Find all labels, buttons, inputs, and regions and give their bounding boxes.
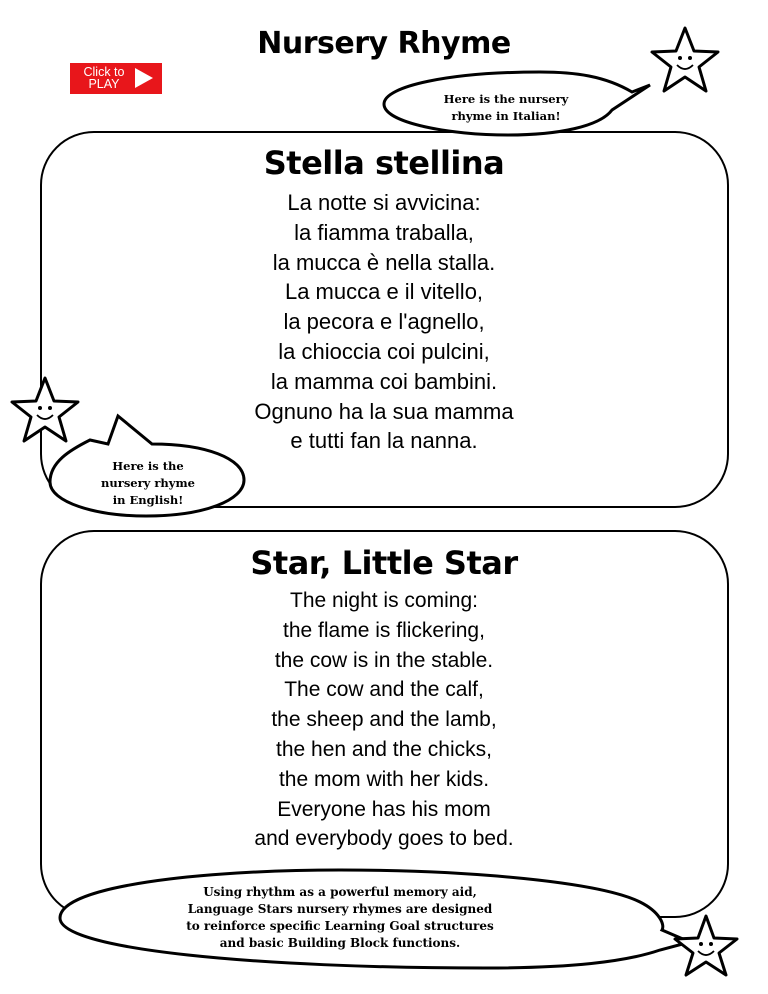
italian-note: Here is the nursery rhyme in Italian! — [443, 92, 569, 123]
rhyme-line: e tutti fan la nanna. — [290, 428, 478, 454]
english-rhyme-title: Star, Little Star — [250, 544, 518, 582]
play-button-label: Click to PLAY — [83, 65, 125, 91]
rhyme-line: La mucca e il vitello, — [284, 279, 484, 305]
english-note: Here is the nursery rhyme in English! — [101, 459, 195, 507]
english-rhyme-text — [0, 586, 768, 854]
rhyme-line: la fiamma traballa, — [294, 219, 474, 245]
rhyme-line: The cow and the calf, — [284, 678, 484, 702]
rhyme-line: La notte si avvicina: — [287, 190, 481, 215]
rhyme-line: la chioccia coi pulcini, — [278, 338, 490, 364]
page-title: Nursery Rhyme — [257, 26, 511, 61]
rhyme-line: the cow is in the stable. — [274, 648, 494, 672]
rhyme-line: The night is coming: — [290, 589, 478, 612]
rhyme-line: the mom with her kids. — [278, 767, 490, 791]
rhyme-line: Ognuno ha la sua mamma — [254, 398, 514, 424]
star-icon-bottom-right — [675, 916, 737, 975]
rhyme-line: the hen and the chicks, — [276, 737, 492, 761]
star-icon-top-right — [652, 28, 718, 91]
italian-rhyme-title: Stella stellina — [263, 144, 505, 182]
rhyme-line: and everybody goes to bed. — [254, 827, 514, 851]
rhyme-line: la mamma coi bambini. — [270, 368, 498, 394]
rhyme-line: la mucca è nella stalla. — [272, 249, 496, 275]
rhyme-line: the flame is flickering, — [283, 618, 485, 642]
rhyme-line: Everyone has his mom — [277, 797, 491, 821]
rhyme-line: la pecora e l'agnello, — [283, 309, 485, 335]
italian-rhyme-text — [0, 188, 768, 456]
footer-note: Using rhythm as a powerful memory aid, Language Stars nursery rhymes are designed to reinforce specific Learning Goal structures and basic Building Block functions. — [186, 885, 494, 950]
rhyme-line: the sheep and the lamb, — [271, 708, 497, 732]
